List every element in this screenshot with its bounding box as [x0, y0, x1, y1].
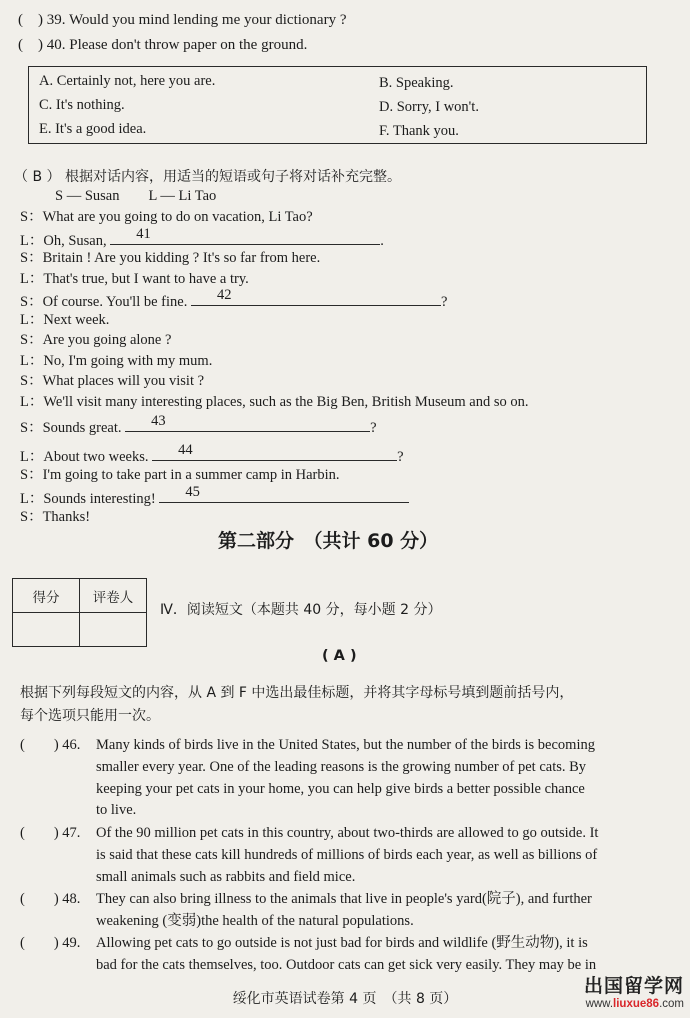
blank-43[interactable]: 43: [125, 416, 370, 432]
score-table: [12, 578, 147, 647]
option-c: C. It's nothing.: [39, 97, 125, 113]
dialogue-line-10: L：We'll visit many interesting places, such as the Big Ben, British Museum and so on.: [20, 394, 529, 410]
dialogue-line-2: L：Oh, Susan, 41 .: [20, 226, 384, 249]
blank-45[interactable]: 45: [159, 487, 409, 503]
dialogue-line-4: L：That's true, but I want to have a try.: [20, 271, 249, 287]
option-b: B. Speaking.: [379, 75, 454, 91]
question-39-text: 39. Would you mind lending me your dictionary ?: [46, 12, 347, 28]
question-40: [18, 35, 307, 55]
page-footer: 绥化市英语试卷第 4 页 （共 8 页）: [232, 991, 458, 1007]
options-box: [28, 66, 647, 144]
blank-42[interactable]: 42: [191, 290, 441, 306]
section-4-heading: Ⅳ．阅读短文（本题共 40 分，每小题 2 分）: [160, 602, 442, 618]
dialogue-line-3: S：Britain ! Are you kidding ? It's so far from here.: [20, 250, 321, 266]
blank-41[interactable]: 41: [110, 229, 380, 245]
passage-46: ( ) 46. Many kinds of birds live in the United States, but the number of the birds is becoming smaller every year. One of the leading reasons is the growing number of pet cats. By keeping your pet cats in your home, you can help give birds a better possible chance to live.: [20, 737, 595, 819]
speaker-key: S — Susan L — Li Tao: [55, 188, 217, 204]
score-cell[interactable]: [13, 613, 80, 647]
grader-cell[interactable]: [80, 613, 147, 647]
answer-bracket-40[interactable]: ( ): [18, 37, 43, 53]
question-39: [18, 10, 346, 30]
dialogue-line-11: S：Sounds great. 43 ?: [20, 413, 377, 436]
passage-49-label[interactable]: ( ) 49.: [20, 935, 81, 951]
dialogue-line-12: L：About two weeks. 44 ?: [20, 442, 404, 465]
subsection-a-title: ( A ): [322, 648, 357, 664]
dialogue-line-5: S：Of course. You'll be fine. 42 ?: [20, 287, 448, 310]
logo-title: 出国留学网: [583, 975, 684, 997]
dialogue-line-14: L：Sounds interesting! 45: [20, 487, 409, 508]
instructions-line-1: 根据下列每段短文的内容，从 A 到 F 中选出最佳标题，并将其字母标号填到题前括号内，: [20, 685, 574, 701]
dialogue-line-13: S：I'm going to take part in a summer camp in Harbin.: [20, 467, 340, 483]
logo-url: www.liuxue86.com: [585, 998, 684, 1010]
instructions-line-2: 每个选项只能用一次。: [20, 708, 160, 724]
option-d: D. Sorry, I won't.: [379, 99, 479, 115]
section-b-heading: （ B ） 根据对话内容，用适当的短语或句子将对话补充完整。: [14, 169, 401, 185]
option-e: E. It's a good idea.: [39, 121, 147, 137]
site-logo: [584, 971, 684, 1010]
passage-47: ( ) 47. Of the 90 million pet cats in this country, about two-thirds are allowed to go outside. It is said that these cats kill hundreds of millions of birds each year, as well as billions of small animals such as rabbits and field mice.: [20, 825, 599, 885]
dialogue-line-15: S：Thanks!: [20, 509, 91, 525]
dialogue-line-7: S：Are you going alone ?: [20, 332, 172, 348]
blank-44[interactable]: 44: [152, 445, 397, 461]
grader-label: 评卷人: [80, 579, 147, 613]
dialogue-line-1: S：What are you going to do on vacation, Li Tao?: [20, 209, 313, 225]
passage-48-label[interactable]: ( ) 48.: [20, 891, 81, 907]
score-label: 得分: [13, 579, 80, 613]
dialogue-line-9: S：What places will you visit ?: [20, 373, 205, 389]
passage-48: ( ) 48. They can also bring illness to the animals that live in people's yard(院子), and further weakening (变弱)the health of the natural populations.: [20, 891, 592, 929]
passage-46-label[interactable]: ( ) 46.: [20, 737, 81, 753]
option-a: A. Certainly not, here you are.: [39, 73, 216, 89]
question-40-text: 40. Please don't throw paper on the ground.: [46, 37, 308, 53]
passage-49: ( ) 49. Allowing pet cats to go outside is not just bad for birds and wildlife (野生动物), it is bad for the cats themselves, too. Outdoor cats can get sick very easily. They may be in: [20, 935, 597, 973]
dialogue-line-8: L：No, I'm going with my mum.: [20, 353, 213, 369]
passage-47-label[interactable]: ( ) 47.: [20, 825, 81, 841]
option-f: F. Thank you.: [379, 123, 459, 139]
dialogue-line-6: L：Next week.: [20, 312, 110, 328]
answer-bracket-39[interactable]: ( ): [18, 12, 43, 28]
part-2-title: 第二部分 （共计 60 分）: [218, 530, 439, 552]
